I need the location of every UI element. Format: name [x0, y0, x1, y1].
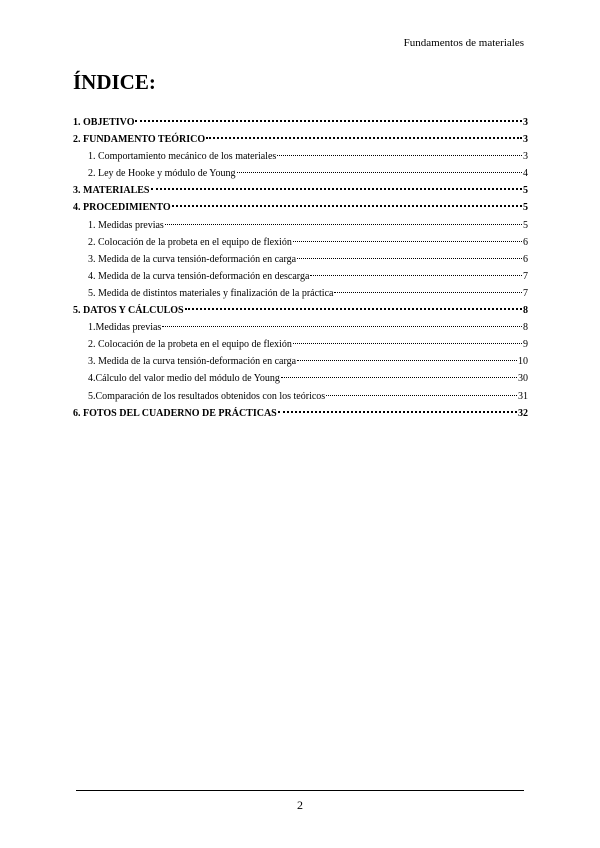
toc-entry-label: 2. Ley de Hooke y módulo de Young — [88, 168, 236, 180]
toc-entry-page: 6 — [523, 236, 528, 248]
toc-entry-page: 6 — [523, 253, 528, 265]
toc-entry[interactable] — [73, 131, 528, 148]
toc-entry-label: 5.Comparación de los resultados obtenidos con los teóricos — [88, 390, 326, 402]
toc-entry-label: 2. Colocación de la probeta en el equipo de flexión — [88, 236, 292, 248]
toc-entry[interactable] — [73, 217, 528, 234]
dot-leader — [135, 120, 522, 122]
toc-entry-label: 2. FUNDAMENTO TEÓRICO — [73, 134, 206, 146]
toc-entry-page: 30 — [518, 373, 528, 385]
dot-leader — [278, 411, 517, 413]
toc-entry-label: 1.Medidas previas — [88, 322, 162, 334]
dot-leader — [310, 275, 522, 276]
dot-leader — [326, 395, 517, 396]
toc-entry-page: 7 — [523, 287, 528, 299]
toc-entry-label: 3. Medida de la curva tensión-deformación en carga — [88, 356, 297, 368]
toc-entry[interactable] — [73, 114, 528, 131]
toc-entry-label: 1. Medidas previas — [88, 219, 164, 231]
toc-entry-label: 2. Colocación de la probeta en el equipo de flexión — [88, 339, 292, 351]
dot-leader — [293, 241, 522, 242]
toc-entry[interactable] — [73, 234, 528, 251]
toc-entry[interactable] — [73, 370, 528, 387]
dot-leader — [297, 360, 517, 361]
toc-entry[interactable] — [73, 148, 528, 165]
toc-entry-page: 5 — [523, 219, 528, 231]
toc-entry[interactable] — [73, 199, 528, 216]
toc-entry-label: 5. Medida de distintos materiales y finalización de la práctica — [88, 287, 334, 299]
toc-entry[interactable] — [73, 405, 528, 422]
toc-entry-label: 1. OBJETIVO — [73, 117, 135, 128]
toc-entry[interactable] — [73, 336, 528, 353]
toc-entry-label: 3. MATERIALES — [73, 185, 150, 197]
toc-entry-page: 4 — [523, 168, 528, 180]
page-number: 2 — [297, 798, 303, 812]
toc-entry-label: 3. Medida de la curva tensión-deformación en carga — [88, 253, 297, 265]
toc-entry-page: 8 — [523, 305, 528, 317]
dot-leader — [185, 308, 522, 310]
running-header: Fundamentos de materiales — [403, 37, 524, 49]
toc-entry-page: 7 — [523, 270, 528, 282]
toc-entry[interactable] — [73, 388, 528, 405]
toc-entry[interactable] — [73, 285, 528, 302]
toc-entry[interactable] — [73, 268, 528, 285]
toc-entry-page: 32 — [518, 407, 528, 419]
dot-leader — [162, 326, 522, 327]
toc-entry[interactable] — [73, 251, 528, 268]
toc-entry-page: 10 — [518, 356, 528, 368]
toc-entry-page: 5 — [523, 202, 528, 214]
dot-leader — [297, 258, 522, 259]
dot-leader — [206, 137, 522, 139]
toc-entry-page: 3 — [523, 151, 528, 163]
dot-leader — [334, 292, 522, 293]
toc-entry-label: 1. Comportamiento mecánico de los materiales — [88, 151, 277, 163]
toc-entry-page: 9 — [523, 339, 528, 351]
toc-entry-page: 3 — [523, 117, 528, 128]
toc-entry[interactable] — [73, 165, 528, 182]
table-of-contents — [73, 114, 528, 422]
toc-entry-page: 8 — [523, 322, 528, 334]
toc-entry-label: 6. FOTOS DEL CUADERNO DE PRÁCTICAS — [73, 407, 277, 419]
toc-entry[interactable] — [73, 319, 528, 336]
dot-leader — [165, 224, 522, 225]
dot-leader — [281, 377, 517, 378]
toc-entry-page: 3 — [523, 134, 528, 146]
toc-entry-page: 5 — [523, 185, 528, 197]
toc-heading: ÍNDICE: — [73, 70, 156, 94]
toc-entry-page: 31 — [518, 390, 528, 402]
toc-entry-label: 5. DATOS Y CÁLCULOS — [73, 305, 184, 317]
toc-entry-label: 4.Cálculo del valor medio del módulo de Young — [88, 373, 280, 385]
dot-leader — [293, 343, 522, 344]
dot-leader — [172, 205, 522, 207]
toc-entry[interactable] — [73, 182, 528, 199]
toc-entry[interactable] — [73, 353, 528, 370]
toc-entry[interactable] — [73, 302, 528, 319]
dot-leader — [277, 155, 522, 156]
toc-entry-label: 4. PROCEDIMIENTO — [73, 202, 171, 214]
toc-entry-label: 4. Medida de la curva tensión-deformación en descarga — [88, 270, 310, 282]
dot-leader — [237, 172, 523, 173]
dot-leader — [151, 188, 523, 190]
footer-divider — [76, 790, 524, 791]
